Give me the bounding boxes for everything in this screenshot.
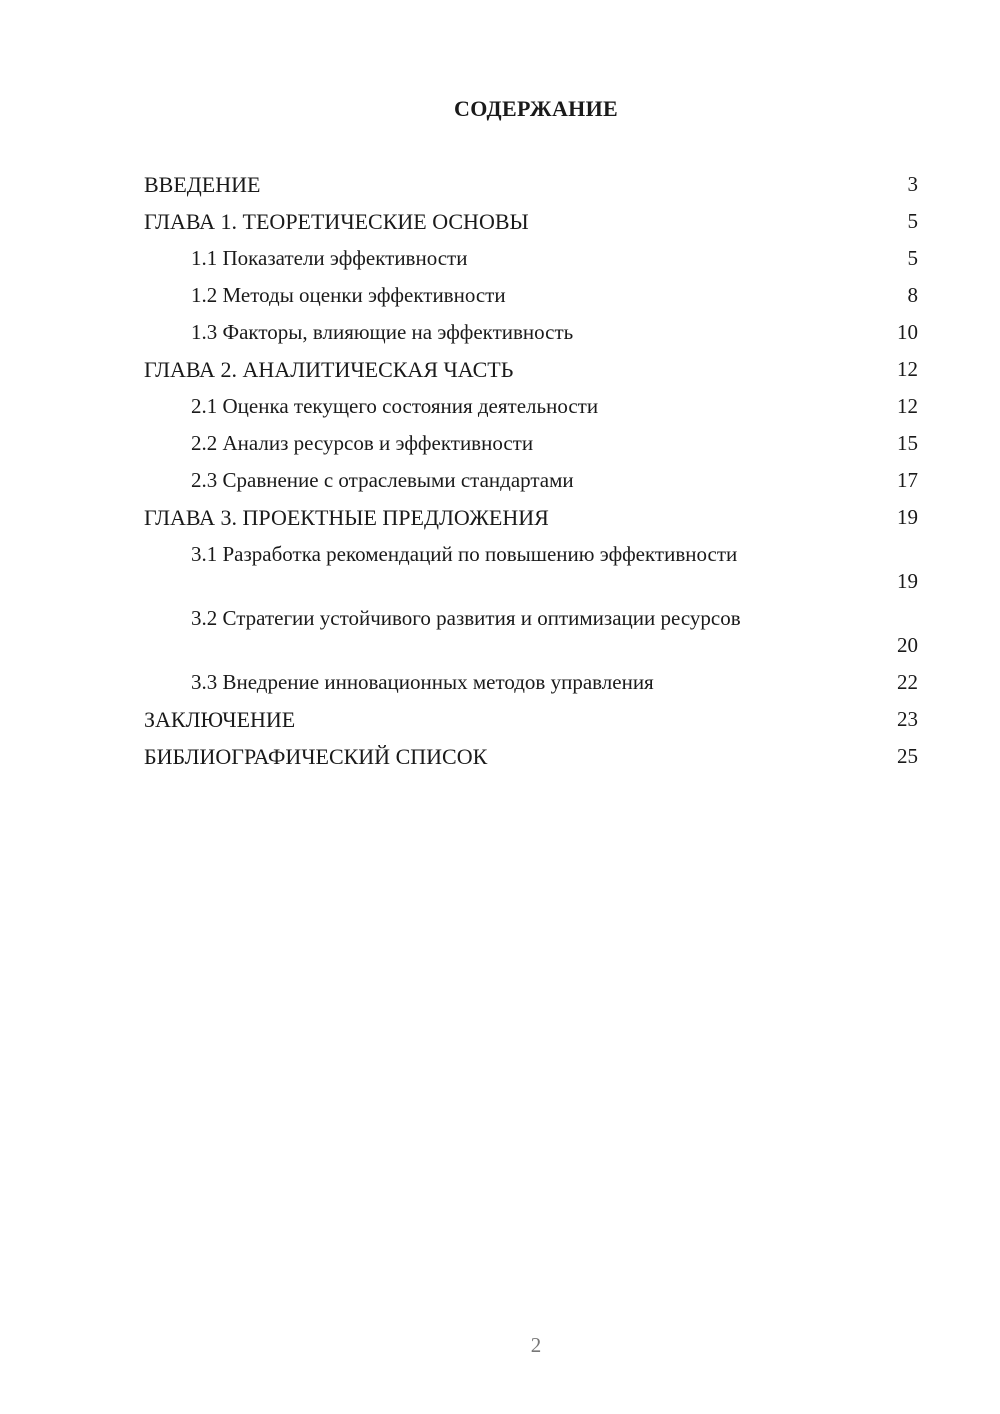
toc-entry-section-3-2[interactable] xyxy=(144,602,918,666)
toc-entry-page: 23 xyxy=(897,707,918,731)
toc-entry-text: 2.1 Оценка текущего состояния деятельности xyxy=(191,394,599,418)
toc-entry-text: ЗАКЛЮЧЕНИЕ xyxy=(144,707,296,732)
toc-entry-page: 19 xyxy=(897,569,918,593)
page-number: 2 xyxy=(530,1333,542,1357)
toc-entry-section-2-1[interactable] xyxy=(144,390,918,427)
toc-entry-text: БИБЛИОГРАФИЧЕСКИЙ СПИСОК xyxy=(144,744,488,769)
toc-entry-page: 19 xyxy=(897,505,918,529)
toc-entry-text: 2.3 Сравнение с отраслевыми стандартами xyxy=(191,468,574,492)
page-title: СОДЕРЖАНИЕ xyxy=(454,96,618,121)
toc-entry-text: ГЛАВА 1. ТЕОРЕТИЧЕСКИЕ ОСНОВЫ xyxy=(144,209,529,234)
toc-entry-section-1-1[interactable] xyxy=(144,242,918,279)
toc-entry-text: 3.1 Разработка рекомендаций по повышению эффективности xyxy=(191,542,738,566)
toc-entry-page: 25 xyxy=(897,744,918,768)
toc-entry-text: 3.2 Стратегии устойчивого развития и оптимизации ресурсов xyxy=(191,606,741,630)
toc-entry-page: 20 xyxy=(897,633,918,657)
toc-entry-text: 3.3 Внедрение инновационных методов управления xyxy=(191,670,654,694)
toc-entry-page: 5 xyxy=(907,209,918,233)
toc-entry-page: 15 xyxy=(897,431,918,455)
toc-entry-section-1-2[interactable] xyxy=(144,279,918,316)
toc-entry-text: ГЛАВА 3. ПРОЕКТНЫЕ ПРЕДЛОЖЕНИЯ xyxy=(144,505,549,530)
toc-entry-section-2-3[interactable] xyxy=(144,464,918,501)
toc-entry-bibliography[interactable] xyxy=(144,740,918,777)
toc-entry-text: 1.3 Факторы, влияющие на эффективность xyxy=(191,320,574,344)
toc-entry-page: 12 xyxy=(897,394,918,418)
toc-entry-page: 5 xyxy=(907,246,918,270)
toc-entry-page: 3 xyxy=(907,172,918,196)
toc-entry-introduction[interactable] xyxy=(144,168,918,205)
toc-entry-page: 17 xyxy=(897,468,918,492)
toc-entry-page: 8 xyxy=(907,283,918,307)
toc-entry-text: 2.2 Анализ ресурсов и эффективности xyxy=(191,431,534,455)
toc-entry-chapter-2[interactable] xyxy=(144,353,918,390)
toc-entry-text: ВВЕДЕНИЕ xyxy=(144,172,261,197)
toc-entry-text: ГЛАВА 2. АНАЛИТИЧЕСКАЯ ЧАСТЬ xyxy=(144,357,514,382)
toc-entry-chapter-1[interactable] xyxy=(144,205,918,242)
toc-entry-page: 22 xyxy=(897,670,918,694)
toc-entry-chapter-3[interactable] xyxy=(144,501,918,538)
toc-entry-page: 10 xyxy=(897,320,918,344)
toc-entry-section-3-3[interactable] xyxy=(144,666,918,703)
toc-entry-section-2-2[interactable] xyxy=(144,427,918,464)
toc-entry-text: 1.2 Методы оценки эффективности xyxy=(191,283,506,307)
toc-entry-conclusion[interactable] xyxy=(144,703,918,740)
toc-entry-section-3-1[interactable] xyxy=(144,538,918,602)
toc-entry-text: 1.1 Показатели эффективности xyxy=(191,246,468,270)
toc-entry-section-1-3[interactable] xyxy=(144,316,918,353)
toc-entry-page: 12 xyxy=(897,357,918,381)
table-of-contents xyxy=(144,168,918,777)
